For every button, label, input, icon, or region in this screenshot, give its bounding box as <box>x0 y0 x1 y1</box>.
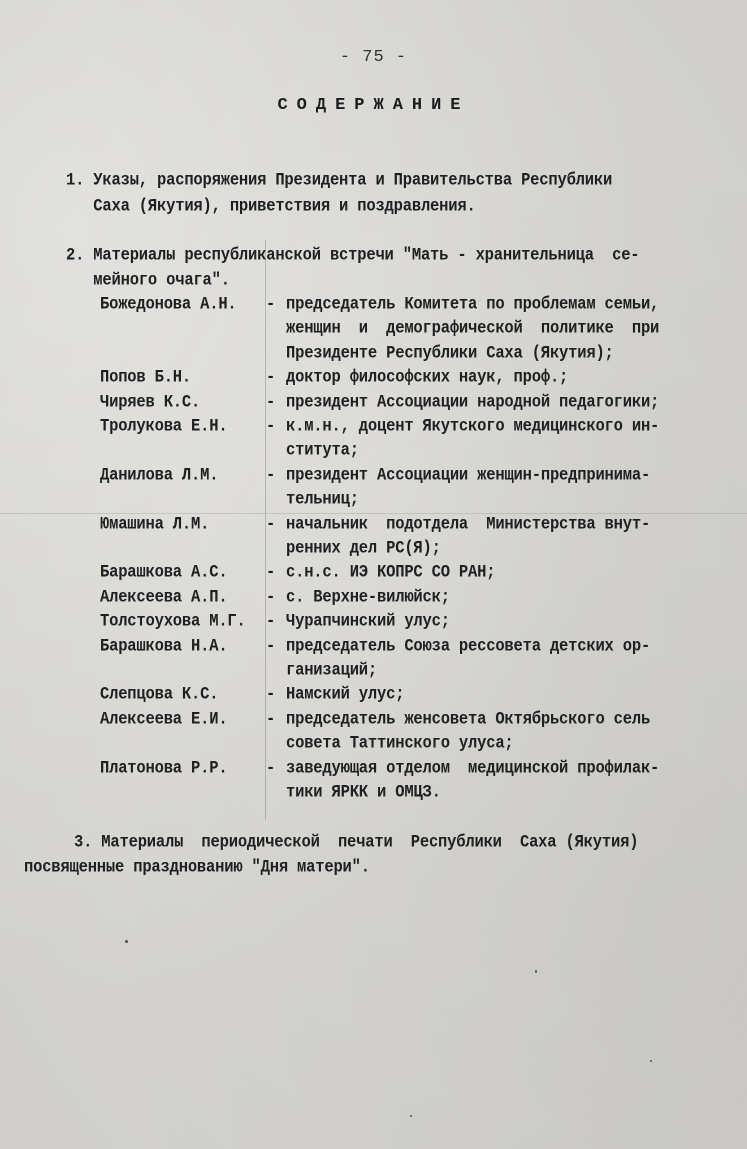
paper-crease <box>265 240 266 820</box>
participant-role-line: совета Таттинского улуса; <box>286 733 514 754</box>
dash-separator: - <box>266 294 276 315</box>
participant-role-line: Намский улус; <box>286 684 405 705</box>
participant-role-line: Президенте Республики Саха (Якутия); <box>286 342 614 363</box>
dash-separator: - <box>266 367 276 388</box>
participant-name: Платонова Р.Р. <box>100 757 228 778</box>
paper-speck <box>650 1060 652 1062</box>
participant-name: Слепцова К.С. <box>100 684 219 705</box>
participant-role-line: ганизаций; <box>286 659 378 681</box>
page-number: - 75 - <box>339 48 408 67</box>
section-2-line-1: 2. Материалы республиканской встречи "Мать - хранительница се- <box>66 245 640 266</box>
section-1-line-2: Саха (Якутия), приветствия и поздравления. <box>66 196 476 217</box>
participant-name: Данилова Л.М. <box>100 464 219 485</box>
participant-role-line: ститута; <box>286 440 359 461</box>
section-2-line-2: мейного очага". <box>66 270 230 291</box>
participant-role-line: к.м.н., доцент Якутского медицинского ин- <box>286 416 660 437</box>
dash-separator: - <box>266 391 276 412</box>
dash-separator: - <box>266 416 276 437</box>
dash-separator: - <box>266 464 276 485</box>
paper-speck <box>410 1115 412 1117</box>
participant-name: Барашкова Н.А. <box>100 635 228 656</box>
section-3-line-2: посвященные празднованию "Дня матери". <box>24 857 370 878</box>
participant-name: Божедонова А.Н. <box>100 294 237 315</box>
participant-role-line: Чурапчинский улус; <box>286 611 450 632</box>
dash-separator: - <box>266 708 276 729</box>
participant-name: Толстоухова М.Г. <box>100 611 246 632</box>
participant-name: Алексеева А.П. <box>100 586 228 607</box>
participant-name: Тролукова Е.Н. <box>100 416 228 437</box>
participant-role-line: председатель Комитета по проблемам семьи, <box>286 294 660 315</box>
section-1-line-1: 1. Указы, распоряжения Президента и Правительства Республики <box>66 170 613 191</box>
participant-role-line: доктор философских наук, проф.; <box>286 367 569 388</box>
dash-separator: - <box>266 586 276 607</box>
participant-role-line: заведующая отделом медицинской профилак- <box>286 757 660 778</box>
participant-role-line: с. Верхне-вилюйск; <box>286 586 450 607</box>
participant-role-line: президент Ассоциации женщин-предпринима- <box>286 464 651 485</box>
participant-name: Попов Б.Н. <box>100 367 192 388</box>
dash-separator: - <box>266 611 276 632</box>
dash-separator: - <box>266 513 276 534</box>
participant-name: Барашкова А.С. <box>100 562 228 583</box>
participant-role-line: председатель Союза рессовета детских ор- <box>286 635 651 656</box>
participant-role-line: с.н.с. ИЭ КОПРС СО РАН; <box>286 562 496 583</box>
participant-role-line: ренних дел РС(Я); <box>286 537 441 559</box>
paper-fold-line <box>0 513 747 514</box>
participant-name: Юмашина Л.М. <box>100 513 210 534</box>
participant-role-line: начальник подотдела Министерства внут- <box>286 513 651 534</box>
paper-speck <box>535 970 537 973</box>
participant-name: Чиряев К.С. <box>100 391 201 412</box>
participant-role-line: женщин и демографической политике при <box>286 318 660 339</box>
document-title: СОДЕРЖАНИЕ <box>277 96 470 115</box>
participant-role-line: председатель женсовета Октябрьского сель <box>286 708 651 729</box>
section-3-line-1: 3. Материалы периодической печати Республики Саха (Якутия) <box>74 832 639 853</box>
participant-role-line: тики ЯРКК и ОМЦЗ. <box>286 781 441 803</box>
dash-separator: - <box>266 635 276 656</box>
participant-role-line: тельниц; <box>286 489 359 510</box>
participant-name: Алексеева Е.И. <box>100 708 228 729</box>
paper-speck <box>125 940 128 943</box>
dash-separator: - <box>266 684 276 705</box>
dash-separator: - <box>266 562 276 583</box>
dash-separator: - <box>266 757 276 778</box>
participant-role-line: президент Ассоциации народной педагогики; <box>286 391 660 412</box>
